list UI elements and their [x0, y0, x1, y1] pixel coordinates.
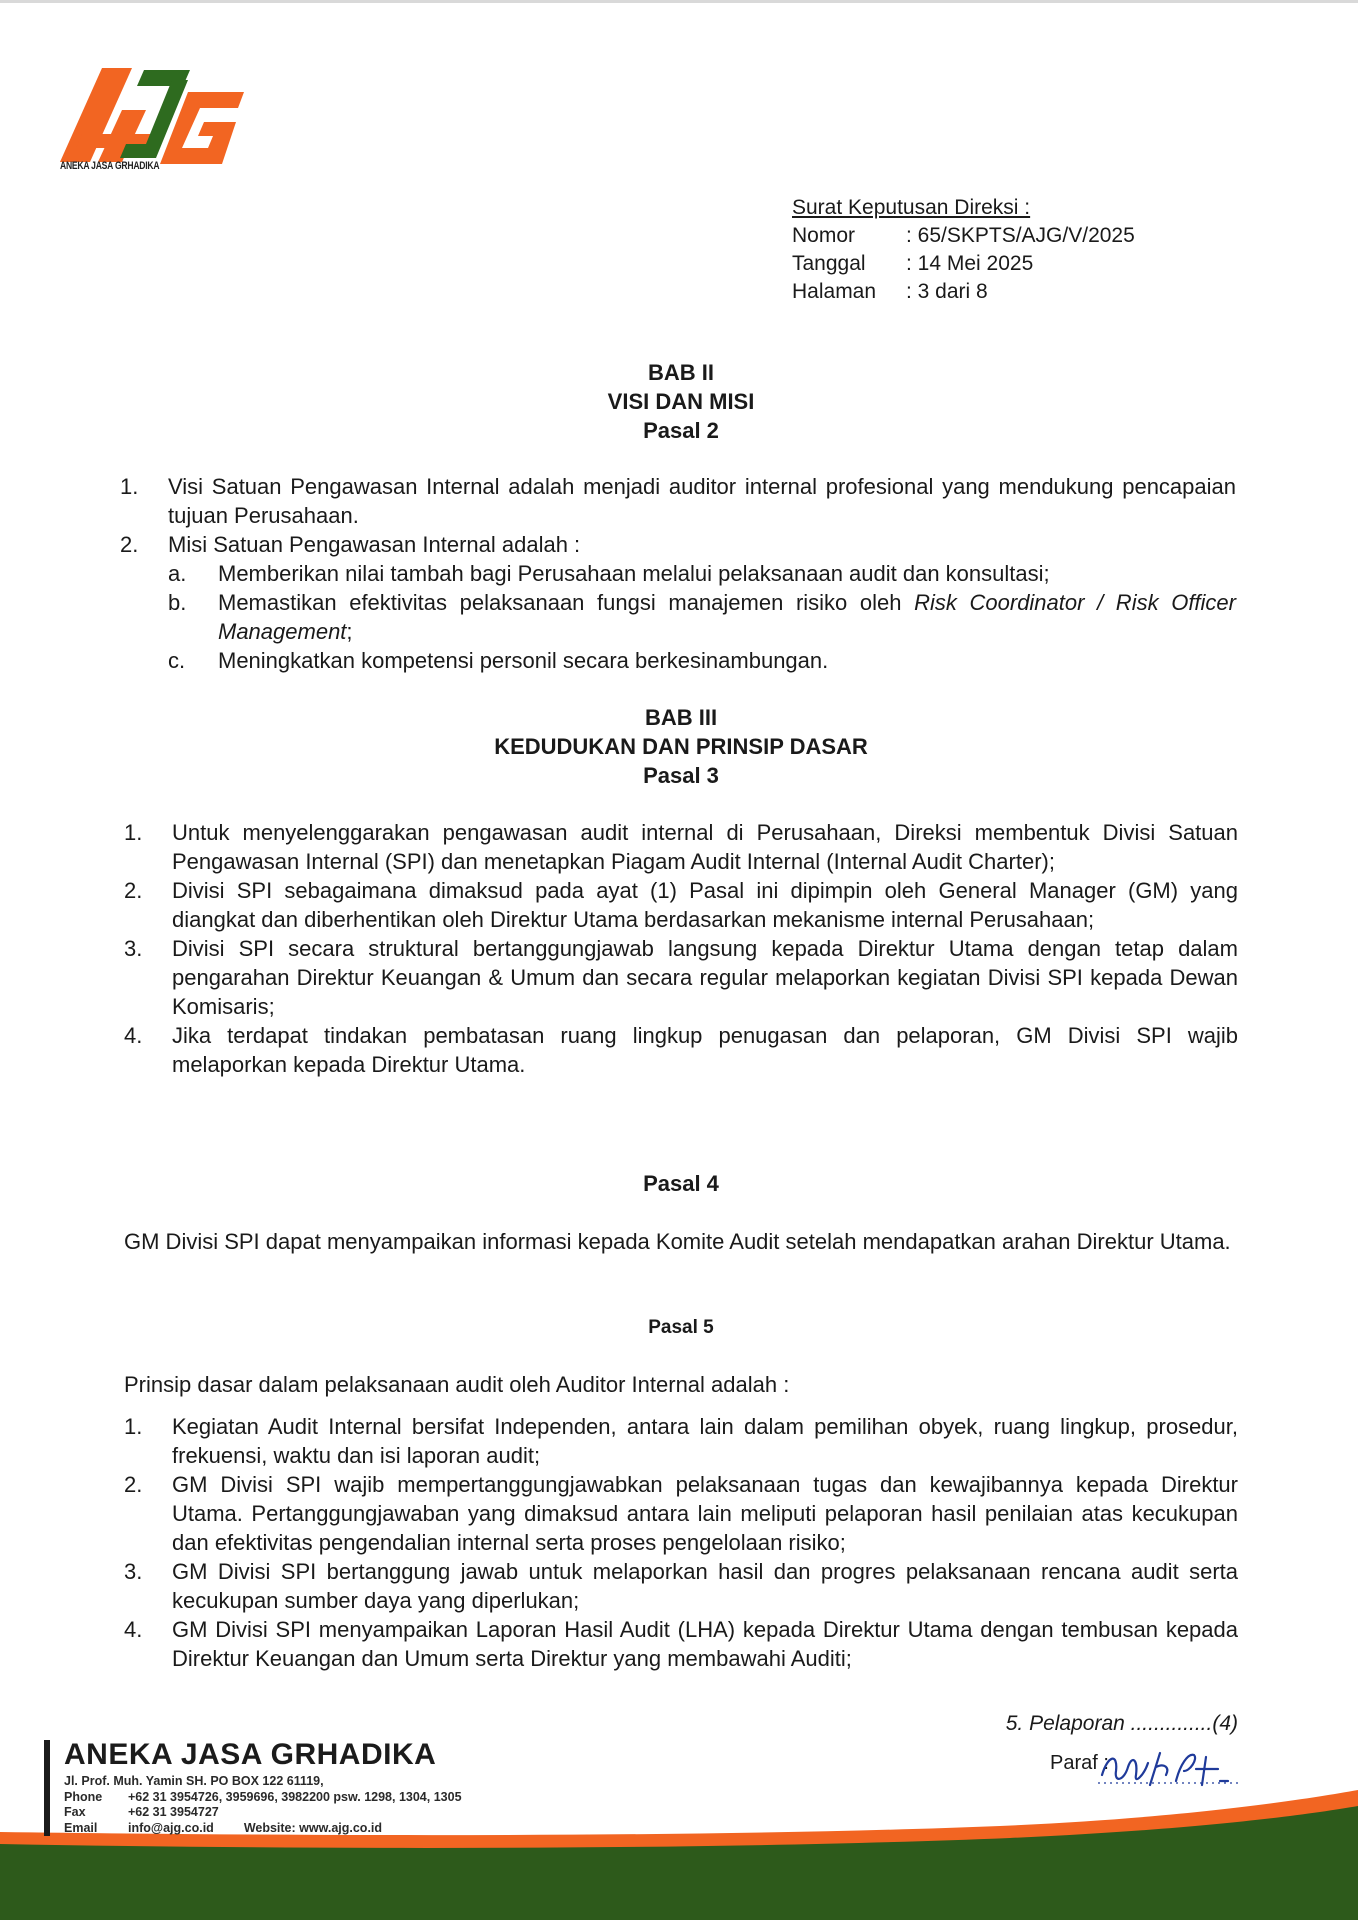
- item-text: GM Divisi SPI wajib mempertanggungjawabkan pelaksanaan tugas dan kewajibannya kepada Direktur Utama. Pertanggungjawaban yang dimaksud antara lain meliputi pelaporan hasil penilaian atas kecukupan dan efektivitas pengendalian internal serta proses pengelolaan risiko;: [172, 1472, 1238, 1555]
- item-text: Divisi SPI secara struktural bertanggungjawab langsung kepada Direktur Utama dengan tetap dalam pengarahan Direktur Keuangan & Umum dan secara regular melaporkan kegiatan Divisi SPI kepada Dewan Komisaris;: [172, 936, 1238, 1019]
- footer-company-name: ANEKA JASA GRHADIKA: [64, 1738, 437, 1771]
- item-number: 1.: [124, 1414, 143, 1439]
- decree-row-page: [792, 278, 1135, 306]
- fax-label: Fax: [64, 1805, 86, 1819]
- footer-contact: [64, 1774, 462, 1836]
- article-title: Pasal 3: [643, 763, 719, 788]
- decree-label: Tanggal: [792, 252, 866, 275]
- list-item: [124, 1412, 1238, 1470]
- website-link[interactable]: Website: www.ajg.co.id: [243, 1820, 383, 1835]
- bab3-list: [124, 818, 1238, 1079]
- item-text: Divisi SPI sebagaimana dimaksud pada ayat (1) Pasal ini dipimpin oleh General Manager (GM) yang diangkat dan diberhentikan oleh Direktur Utama berdasarkan mekanisme internal Perusahaan;: [172, 878, 1238, 932]
- decree-title: Surat Keputusan Direksi :: [792, 196, 1031, 219]
- decree-value: : 14 Mei 2025: [906, 252, 1034, 275]
- decree-value: : 3 dari 8: [906, 280, 988, 303]
- decree-value: : 65/SKPTS/AJG/V/2025: [906, 224, 1135, 247]
- list-item: [124, 1021, 1238, 1079]
- decree-row-date: [792, 250, 1135, 278]
- decree-header: [792, 194, 1135, 306]
- item-number: 4.: [124, 1023, 143, 1048]
- item-number: 1.: [124, 820, 143, 845]
- pasal5-list: [124, 1412, 1238, 1673]
- sub-item: [168, 646, 1236, 675]
- item-text: GM Divisi SPI menyampaikan Laporan Hasil Audit (LHA) kepada Direktur Utama dengan tembusan kepada Direktur Keuangan dan Umum serta Direktur yang membawahi Auditi;: [172, 1617, 1238, 1671]
- email-link[interactable]: info@ajg.co.id: [128, 1820, 214, 1835]
- item-text: Jika terdapat tindakan pembatasan ruang lingkup penugasan dan pelaporan, GM Divisi SPI wajib melaporkan kepada Direktur Utama.: [172, 1023, 1238, 1077]
- next-page-note: 5. Pelaporan ..............(4): [1005, 1712, 1238, 1735]
- list-item: [124, 876, 1238, 934]
- sub-item-tail: ;: [346, 619, 353, 644]
- list-item: [124, 1557, 1238, 1615]
- item-text: Kegiatan Audit Internal bersifat Independen, antara lain dalam pemilihan obyek, ruang lingkup, prosedur, frekuensi, waktu dan isi laporan audit;: [172, 1414, 1238, 1468]
- item-number: 2.: [124, 878, 143, 903]
- top-border: [0, 0, 1358, 3]
- list-item: [124, 818, 1238, 876]
- article-title: Pasal 2: [643, 418, 719, 443]
- pasal4-heading: [124, 1169, 1238, 1198]
- sub-item-letter: a.: [168, 561, 187, 586]
- sub-item-letter: c.: [168, 648, 186, 673]
- item-text: Untuk menyelenggarakan pengawasan audit internal di Perusahaan, Direksi membentuk Divisi Satuan Pengawasan Internal (SPI) dan menetapkan Piagam Audit Internal (Internal Audit Charter);: [172, 820, 1238, 874]
- footer-accent-bar: [44, 1740, 50, 1836]
- phone-label: Phone: [64, 1789, 103, 1804]
- item-text: Misi Satuan Pengawasan Internal adalah :: [168, 532, 581, 557]
- item-number: 1.: [120, 474, 139, 499]
- bab3-heading: [124, 703, 1238, 790]
- sub-list: [168, 559, 1236, 675]
- chapter-subtitle: KEDUDUKAN DAN PRINSIP DASAR: [494, 734, 868, 759]
- item-number: 4.: [124, 1617, 143, 1642]
- footer-address: Jl. Prof. Muh. Yamin SH. PO BOX 122 61119,: [64, 1774, 324, 1788]
- item-number: 2.: [120, 532, 139, 557]
- sub-item-text: Memastikan efektivitas pelaksanaan fungsi manajemen risiko oleh: [218, 590, 915, 615]
- sub-item-italic: Risk Coordinator / Risk Officer Management: [218, 590, 1236, 644]
- paraf-label: Paraf :: [1050, 1752, 1109, 1774]
- pasal5-intro: Prinsip dasar dalam pelaksanaan audit oleh Auditor Internal adalah :: [124, 1372, 790, 1397]
- bab2-list: [120, 472, 1236, 675]
- item-number: 2.: [124, 1472, 143, 1497]
- decree-label: Nomor: [792, 224, 856, 247]
- article-title: Pasal 5: [648, 1317, 714, 1338]
- fax-value: +62 31 3954727: [128, 1805, 219, 1819]
- item-number: 3.: [124, 1559, 143, 1584]
- sub-item-text: Memberikan nilai tambah bagi Perusahaan melalui pelaksanaan audit dan konsultasi;: [218, 561, 1050, 586]
- phone-value: +62 31 3954726, 3959696, 3982200 psw. 1298, 1304, 1305: [128, 1789, 462, 1804]
- sub-item: [168, 588, 1236, 646]
- item-text: Visi Satuan Pengawasan Internal adalah menjadi auditor internal profesional yang mendukung pencapaian tujuan Perusahaan.: [168, 474, 1236, 528]
- list-item: [120, 530, 1236, 675]
- item-text: GM Divisi SPI bertanggung jawab untuk melaporkan hasil dan progres pelaksanaan rencana audit serta kecukupan sumber daya yang diperlukan;: [172, 1559, 1238, 1613]
- article-title: Pasal 4: [643, 1171, 719, 1196]
- chapter-subtitle: VISI DAN MISI: [607, 389, 755, 414]
- decree-label: Halaman: [792, 280, 877, 303]
- pasal4-text: GM Divisi SPI dapat menyampaikan informasi kepada Komite Audit setelah mendapatkan arahan Direktur Utama.: [124, 1229, 1231, 1254]
- list-item: [124, 1615, 1238, 1673]
- list-item: [124, 1470, 1238, 1557]
- email-label: Email: [64, 1820, 98, 1835]
- item-number: 3.: [124, 936, 143, 961]
- pasal5-heading: [124, 1313, 1238, 1342]
- logo-caption: ANEKA JASA GRHADIKA: [60, 160, 160, 172]
- sub-item-letter: b.: [168, 590, 187, 615]
- list-item: [120, 472, 1236, 530]
- list-item: [124, 934, 1238, 1021]
- sub-item: [168, 559, 1236, 588]
- chapter-title: BAB II: [648, 360, 714, 385]
- bab2-heading: [124, 358, 1238, 445]
- decree-row-number: [792, 222, 1135, 250]
- chapter-title: BAB III: [644, 705, 718, 730]
- sub-item-text: Meningkatkan kompetensi personil secara berkesinambungan.: [218, 648, 829, 673]
